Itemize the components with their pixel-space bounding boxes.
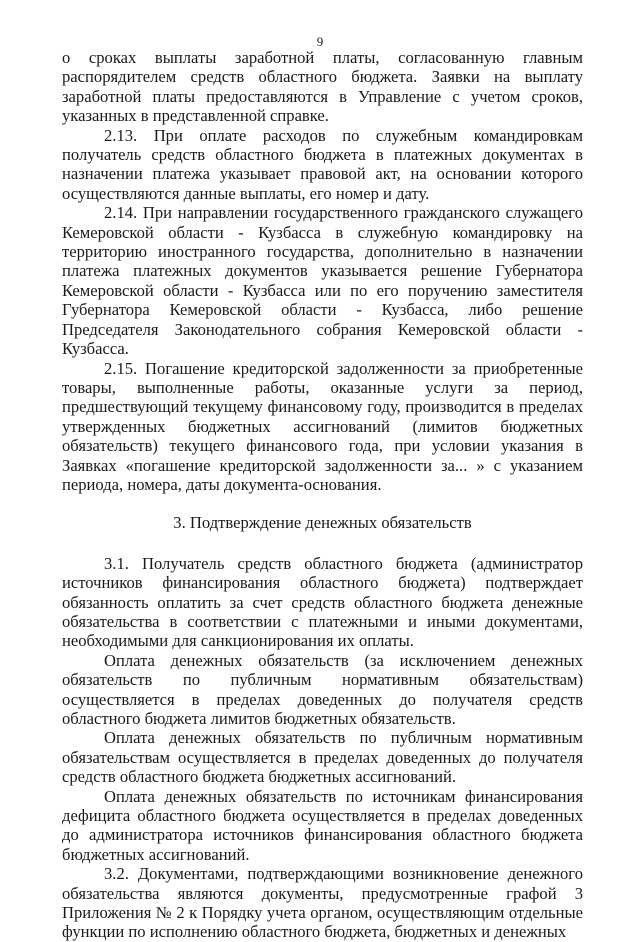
section-heading: 3. Подтверждение денежных обязательств bbox=[173, 513, 472, 533]
paragraph-3-2: 3.2. Документами, подтверждающими возникновение денежного обязательства являются документы, предусмотренные графой 3 Приложения № 2 к Порядку учета органом, осуществляющим отдельные функции по исполнению областного бюджета, бюджетных и денежных bbox=[62, 864, 583, 942]
paragraph-continuation: о сроках выплаты заработной платы, согласованную главным распорядителем средств областного бюджета. Заявки на выплату заработной платы предоставляются в Управление с учетом сроков, указанных в представленной справке. bbox=[62, 48, 583, 126]
paragraph-3-1: 3.1. Получатель средств областного бюджета (администратор источников финансирования областного бюджета) подтверждает обязанность оплатить за счет средств областного бюджета денежные обязательства в соответствии с платежными и иными документами, необходимыми для санкционирования их оплаты. bbox=[62, 553, 583, 651]
paragraph-payment-limits: Оплата денежных обязательств (за исключением денежных обязательств по публичным нормативным обязательствам) осуществляется в пределах доведенных до получателя средств областного бюджета лимитов бюджетных обязательств. bbox=[62, 650, 583, 728]
paragraph-2-13: 2.13. При оплате расходов по служебным командировкам получатель средств областного бюджета в платежных документах в назначении платежа указывает правовой акт, на основании которого осуществляются данные выплаты, его номер и дату. bbox=[62, 125, 583, 203]
paragraph-2-14: 2.14. При направлении государственного гражданского служащего Кемеровской области - Кузбасса в служебную командировку на территорию иностранного государства, дополнительно в назначении платежа платежных документов указывается решение Губернатора Кемеровской области - Кузбасса или по его поручению заместителя Губернатора Кемеровской области - Кузбасса, либо решение Председателя Законодательного собрания Кемеровской области - Кузбасса. bbox=[62, 203, 583, 359]
document-body bbox=[62, 48, 583, 942]
paragraph-public-obligations: Оплата денежных обязательств по публичным нормативным обязательствам осуществляется в пределах доведенных до получателя средств областного бюджета бюджетных ассигнований. bbox=[62, 728, 583, 787]
page-number: 9 bbox=[316, 34, 324, 49]
paragraph-deficit-financing: Оплата денежных обязательств по источникам финансирования дефицита областного бюджета осуществляется в пределах доведенных до администратора источников финансирования областного бюджета бюджетных ассигнований. bbox=[62, 786, 583, 864]
paragraph-2-15: 2.15. Погашение кредиторской задолженности за приобретенные товары, выполненные работы, оказанные услуги за период, предшествующий текущему финансовому году, производится в пределах утвержденных бюджетных ассигнований (лимитов бюджетных обязательств) текущего финансового года, при условии указания в Заявках «погашение кредиторской задолженности за... » с указанием периода, номера, даты документа-основания. bbox=[62, 358, 583, 494]
